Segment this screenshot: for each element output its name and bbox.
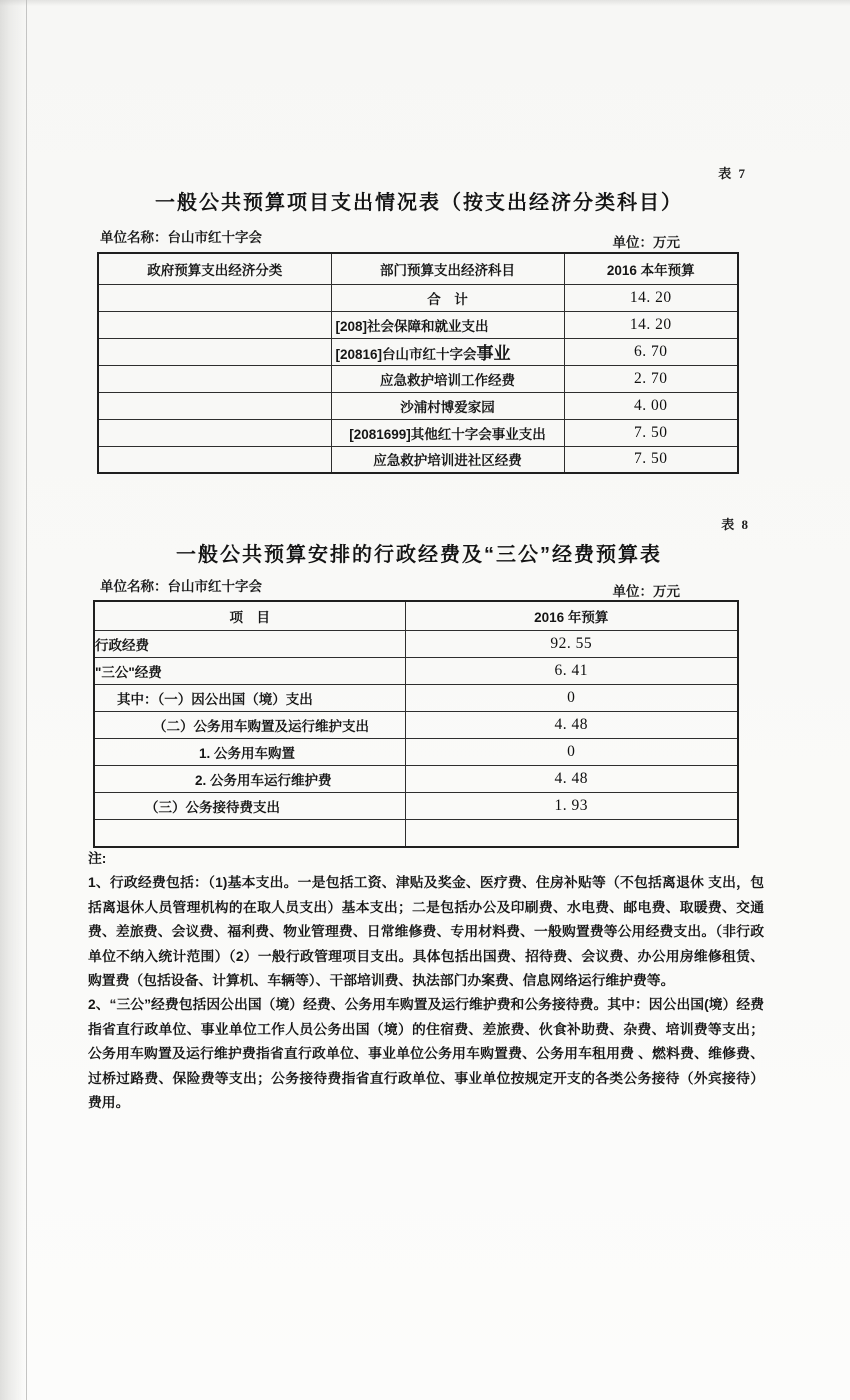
- table8-unit: 单位：万元: [612, 584, 680, 599]
- budget-value-cell: 2. 70: [564, 365, 738, 392]
- table7-budget-table: [97, 252, 739, 474]
- budget-value-cell: 1. 93: [405, 792, 738, 819]
- notes-label: 注:: [88, 851, 107, 866]
- scan-edge-shadow: [0, 0, 27, 1400]
- gov-class-cell: [98, 311, 331, 338]
- note-2: 2、“三公”经费包括因公出国（境）经费、公务用车购置及运行维护费和公务接待费。其中：因公出国(境）经费指省直行政单位、事业单位工作人员公务出国（境）的住宿费、差旅费、伙食补助费、杂费、培训费等支出；公务用车购置及运行维护费指省直行政单位、事业单位公务用车购置费、公务用车租用费 、燃料费、维修费、过桥过路费、保险费等支出；公务接待费指省直行政单位、事业单位按规定开支的各类公务接待（外宾接待）费用。: [88, 997, 764, 1111]
- table-row: [98, 446, 738, 473]
- table-row-empty: [94, 819, 738, 847]
- budget-value-cell: 6. 41: [405, 657, 738, 684]
- table-row: [98, 311, 738, 338]
- budget-value-cell: 4. 48: [405, 711, 738, 738]
- table7-header-budget-2016: 2016 本年预算: [564, 253, 738, 284]
- gov-class-cell: [98, 365, 331, 392]
- gov-class-cell: [98, 338, 331, 365]
- table7-meta-row: [100, 226, 748, 250]
- gov-class-cell: [98, 284, 331, 311]
- table-row: [98, 419, 738, 446]
- budget-value-cell: 14. 20: [564, 311, 738, 338]
- table-row: [94, 711, 738, 738]
- table-row: [94, 792, 738, 819]
- budget-value-cell: 0: [405, 684, 738, 711]
- dept-subject-large-text: 事业: [476, 344, 511, 363]
- item-cell: 1. 公务用车购置: [94, 738, 405, 765]
- budget-value-cell: [405, 819, 738, 847]
- dept-subject-cell: 沙浦村博爱家园: [331, 392, 564, 419]
- table8-unit-name: 单位名称：台山市红十字会: [100, 579, 262, 594]
- budget-value-cell: 14. 20: [564, 284, 738, 311]
- table-row: [94, 657, 738, 684]
- budget-value-cell: 4. 48: [405, 765, 738, 792]
- gov-class-cell: [98, 446, 331, 473]
- table8-budget-table: [93, 600, 739, 848]
- item-cell: 行政经费: [94, 630, 405, 657]
- table-row: [94, 765, 738, 792]
- budget-value-cell: 0: [405, 738, 738, 765]
- item-cell: 其中：（一）因公出国（境）支出: [94, 684, 405, 711]
- table-row: [98, 392, 738, 419]
- dept-subject-cell: 应急救护培训工作经费: [331, 365, 564, 392]
- table8-header-item: 项 目: [94, 601, 405, 630]
- table7-unit: 单位：万元: [612, 235, 680, 250]
- table8-title: 一般公共预算安排的行政经费及“三公”经费预算表: [176, 544, 662, 566]
- table-row: [94, 630, 738, 657]
- item-cell: （三）公务接待费支出: [94, 792, 405, 819]
- dept-subject-cell: [331, 338, 564, 365]
- table7-unit-name: 单位名称：台山市红十字会: [100, 230, 262, 245]
- gov-class-cell: [98, 419, 331, 446]
- budget-value-cell: 7. 50: [564, 419, 738, 446]
- table8-tag: 表 8: [721, 517, 750, 532]
- item-cell: 2. 公务用车运行维护费: [94, 765, 405, 792]
- table7-header-row: [98, 253, 738, 284]
- dept-subject-cell: 合 计: [331, 284, 564, 311]
- table7-tag: 表 7: [718, 166, 747, 181]
- budget-value-cell: 92. 55: [405, 630, 738, 657]
- budget-value-cell: 6. 70: [564, 338, 738, 365]
- table7-title: 一般公共预算项目支出情况表（按支出经济分类科目）: [155, 192, 683, 214]
- budget-value-cell: 7. 50: [564, 446, 738, 473]
- notes-section: [88, 847, 764, 1115]
- table-row: [94, 684, 738, 711]
- table-row: [98, 284, 738, 311]
- table7-header-dept-subject: 部门预算支出经济科目: [331, 253, 564, 284]
- table8-meta-row: [100, 575, 748, 599]
- table-row: [98, 365, 738, 392]
- table7-header-gov-class: 政府预算支出经济分类: [98, 253, 331, 284]
- table8-header-budget-2016: 2016 年预算: [405, 601, 738, 630]
- dept-subject-cell: 应急救护培训进社区经费: [331, 446, 564, 473]
- budget-value-cell: 4. 00: [564, 392, 738, 419]
- table-row: [94, 738, 738, 765]
- table-row: [98, 338, 738, 365]
- note-1: 1、行政经费包括：（1)基本支出。一是包括工资、津贴及奖金、医疗费、住房补贴等（不包括离退休 支出，包括离退休人员管理机构的在取人员支出）基本支出；二是包括办公及印刷费、水电费、邮电费、取暖费、交通费、差旅费、会议费、福利费、物业管理费、日常维修费、专用材料费、一般购置费等公用经费支出。（非行政单位不纳入统计范围）（2）一般行政管理项目支出。具体包括出国费、招待费、会议费、办公用房维修租赁、购置费（包括设备、计算机、车辆等）、干部培训费、执法部门办案费、信息网络运行维护费等。: [88, 875, 764, 989]
- dept-subject-text: [20816]台山市红十字会: [335, 347, 477, 362]
- table8-header-row: [94, 601, 738, 630]
- item-cell: （二）公务用车购置及运行维护支出: [94, 711, 405, 738]
- gov-class-cell: [98, 392, 331, 419]
- scan-top-shadow: [0, 0, 850, 6]
- item-cell: [94, 819, 405, 847]
- dept-subject-cell: [208]社会保障和就业支出: [331, 311, 564, 338]
- item-cell: "三公"经费: [94, 657, 405, 684]
- dept-subject-cell: [2081699]其他红十字会事业支出: [331, 419, 564, 446]
